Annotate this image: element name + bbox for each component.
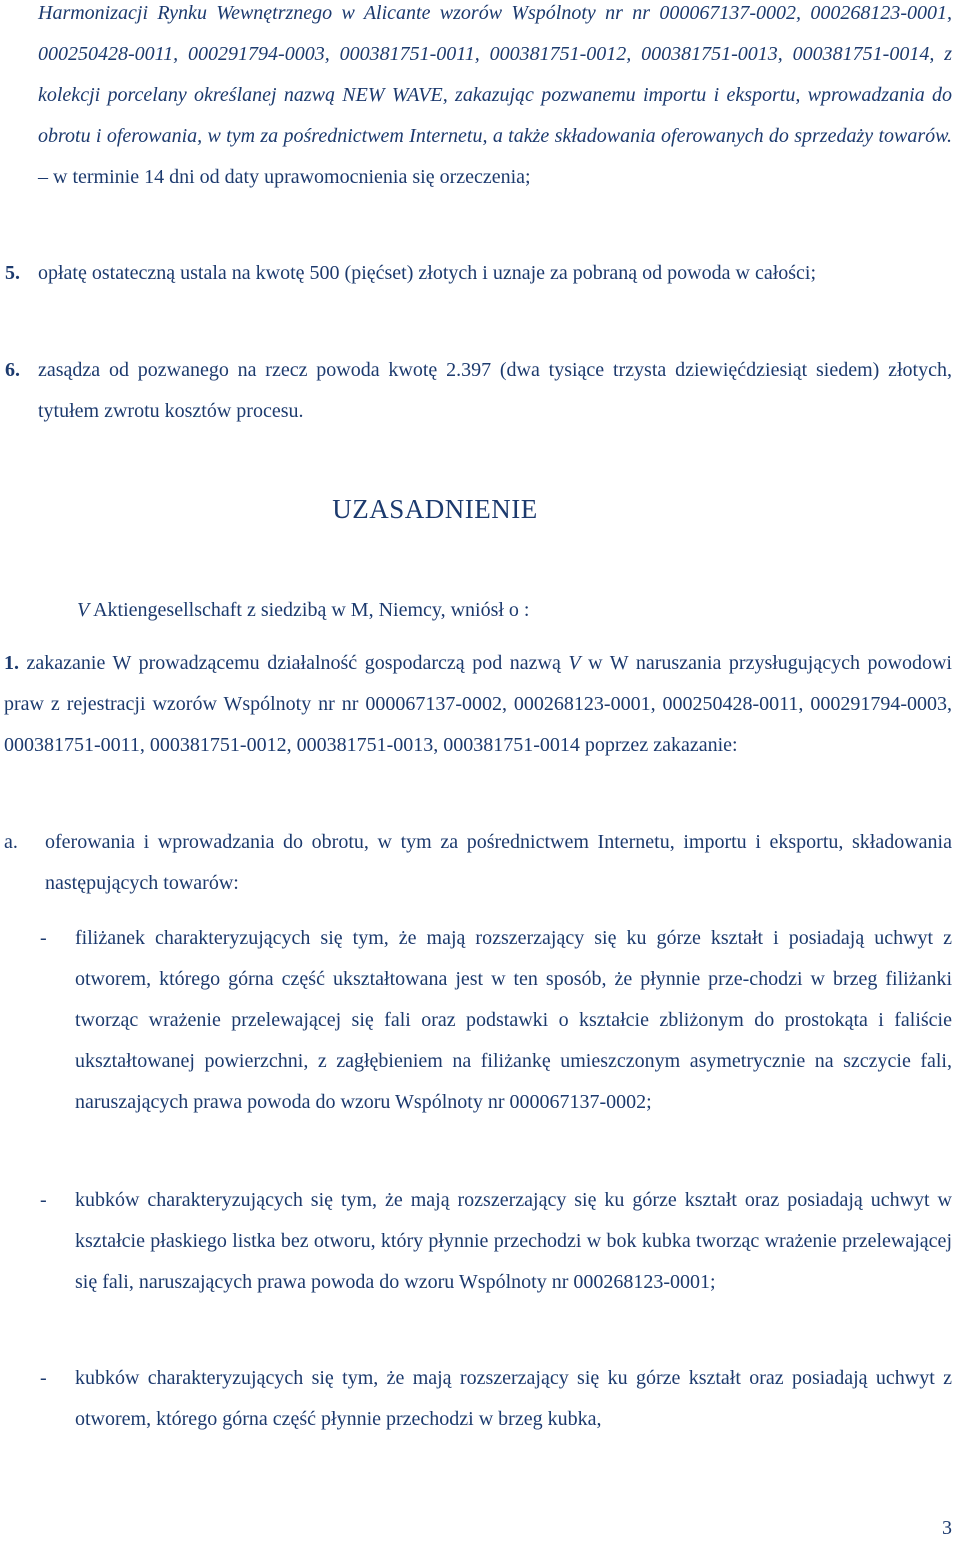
item-text: zasądza od pozwanego na rzecz powoda kwotę 2.397 (dwa tysiące trzysta dziewięćdziesiąt siedem) złotych, tytułem zwrotu kosztów procesu. <box>38 359 952 422</box>
bullet-item-mugs-leaf: kubków charakteryzujących się tym, że mają rozszerzający się ku górze kształt oraz posiadają uchwyt w kształcie płaskiego listka bez otworu, który płynnie przechodzi w bok kubka tworząc wrażenie przelewającej się fali, naruszających prawa powoda do wzoru Wspólnoty nr 000268123-0001; <box>75 1189 952 1293</box>
justification-intro <box>77 590 530 631</box>
bullet-dash: - <box>40 1189 47 1211</box>
paragraph-operative-deadline: – w terminie 14 dni od daty uprawomocnienia się orzeczenia; <box>38 166 531 188</box>
sub-item-a-text: oferowania i wprowadzania do obrotu, w tym za pośrednictwem Internetu, importu i eksportu, składowania następujących towarów: <box>45 831 952 894</box>
intro-text: Aktiengesellschaft z siedzibą w M, Niemcy, wniósł o : <box>89 599 530 621</box>
bullet-item-cups: filiżanek charakteryzujących się tym, że mają rozszerzający się ku górze kształt i posiadają uchwyt z otworem, którego górna część ukształtowana jest w ten sposób, że płynnie prze-chodzi w brzeg filiżanki tworząc wrażenie przelewającej się fali oraz podstawki o kształcie zbliżonym do prostokąta i faliście ukształtowanej powierzchni, z zagłębieniem na filiżankę umieszczonym asymetrycznie na szczycie fali, naruszających prawa powoda do wzoru Wspólnoty nr 000067137-0002; <box>75 927 952 1113</box>
bullet-dash: - <box>40 927 47 949</box>
claim-item-1 <box>4 643 952 766</box>
page-number: 3 <box>942 1517 952 1539</box>
sub-item-marker: a. <box>4 831 18 853</box>
claim-number: 1. <box>4 652 19 674</box>
operative-item-6: 6. zasądza od pozwanego na rzecz powoda kwotę 2.397 (dwa tysiące trzysta dziewięćdziesiąt siedem) złotych, tytułem zwrotu kosztów procesu. <box>5 359 952 422</box>
bullet-dash: - <box>40 1367 47 1389</box>
paragraph-operative-continuation <box>38 0 952 198</box>
claim-defendant-name: V <box>568 652 581 674</box>
paragraph-operative-text: Harmonizacji Rynku Wewnętrznego w Alicante wzorów Wspólnoty nr nr 000067137-0002, 000268123-0001, 000250428-0011, 000291794-0003, 000381751-0011, 000381751-0012, 000381751-0013, 000381751-0014, z kolekcji porcelany określanej nazwą NEW WAVE, zakazując pozwanemu importu i eksportu, wprowadzania do obrotu i oferowania, w tym za pośrednictwem Internetu, a także składowania oferowanych do sprzedaży towarów. <box>38 2 952 147</box>
bullet-item-mugs-hole: kubków charakteryzujących się tym, że mają rozszerzający się ku górze kształt oraz posiadają uchwyt z otworem, którego górna część płynnie przechodzi w brzeg kubka, <box>75 1367 952 1430</box>
claim-text-part-1: zakazanie W prowadzącemu działalność gospodarczą pod nazwą <box>19 652 569 674</box>
item-text: opłatę ostateczną ustala na kwotę 500 (pięćset) złotych i uznaje za pobraną od powoda w całości; <box>38 262 817 284</box>
section-heading: UZASADNIENIE <box>332 494 538 524</box>
claim-text-part-2: w W naruszania przysługujących powodowi praw z rejestracji wzorów Wspólnoty nr nr 000067137-0002, 000268123-0001, 000250428-0011, 000291794-0003, 000381751-0011, 000381751-0012, 000381751-0013, 000381751-0014 poprzez zakazanie: <box>4 652 952 756</box>
operative-item-5: 5. opłatę ostateczną ustala na kwotę 500 (pięćset) złotych i uznaje za pobraną od powoda w całości; <box>5 262 817 284</box>
company-initial: V <box>77 599 90 621</box>
